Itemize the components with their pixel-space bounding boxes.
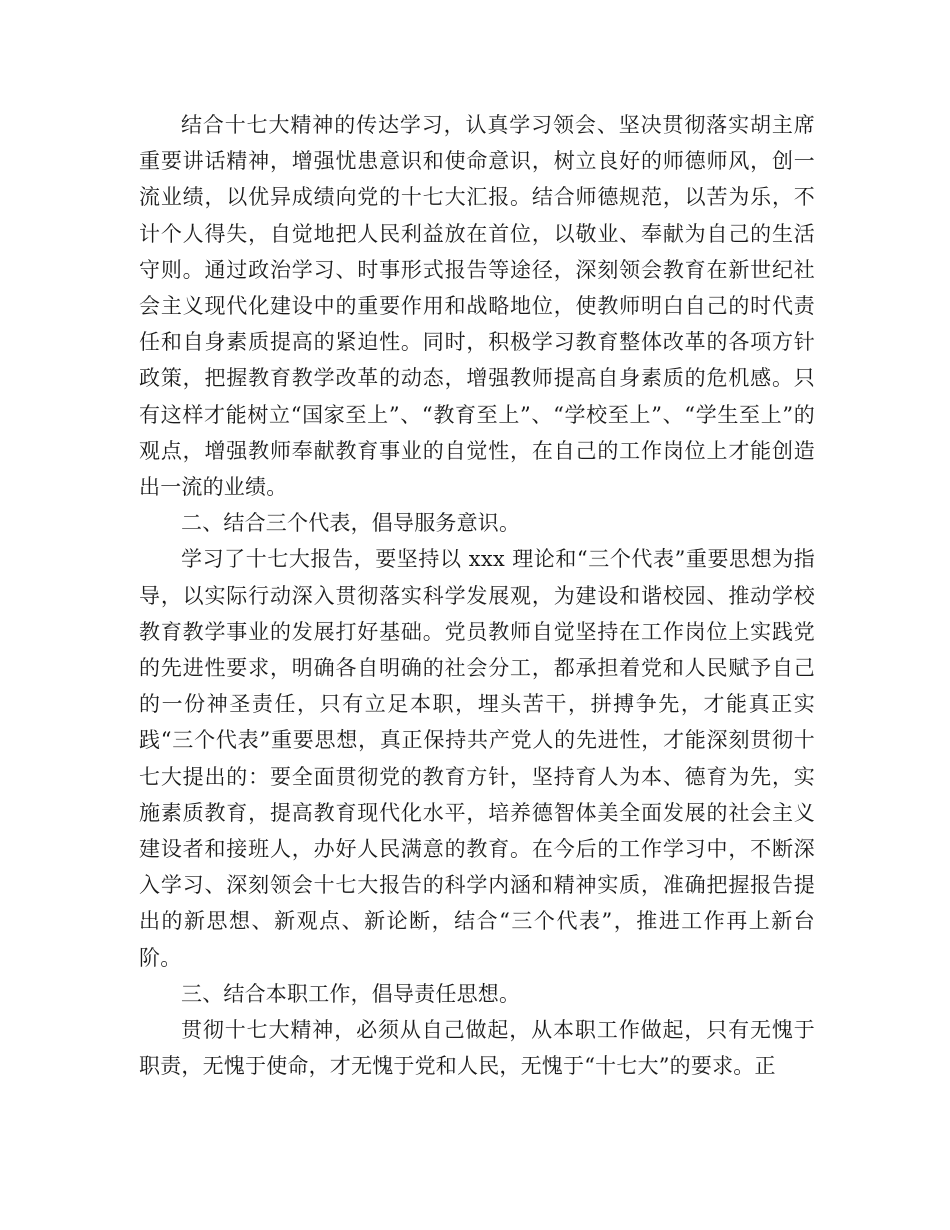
section-heading-two: 二、结合三个代表，倡导服务意识。	[181, 511, 521, 536]
section-heading-three: 三、结合本职工作，倡导责任思想。	[181, 981, 521, 1006]
document-body	[139, 107, 815, 1084]
paragraph-section-two: 学习了十七大报告，要坚持以 xxx 理论和“三个代表”重要思想为指导，以实际行动深入贯彻落实科学发展观，为建设和谐校园、推动学校教育教学事业的发展打好基础。党员教师自觉坚持在工作岗位上实践党的先进性要求，明确各自明确的社会分工，都承担着党和人民赋予自己的一份神圣责任，只有立足本职，埋头苦干，拼搏争先，才能真正实践“三个代表”重要思想，真正保持共产党人的先进性，才能深刻贯彻十七大提出的：要全面贯彻党的教育方针，坚持育人为本、德育为先，实施素质教育，提高教育现代化水平，培养德智体美全面发展的社会主义建设者和接班人，办好人民满意的教育。在今后的工作学习中，不断深入学习、深刻领会十七大报告的科学内涵和精神实质，准确把握报告提出的新思想、新观点、新论断，结合“三个代表”，推进工作再上新台阶。	[139, 547, 815, 970]
paragraph-intro: 结合十七大精神的传达学习，认真学习领会、坚决贯彻落实胡主席重要讲话精神，增强忧患意识和使命意识，树立良好的师德师风，创一流业绩，以优异成绩向党的十七大汇报。结合师德规范，以苦为乐，不计个人得失，自觉地把人民利益放在首位，以敬业、奉献为自己的生活守则。通过政治学习、时事形式报告等途径，深刻领会教育在新世纪社会主义现代化建设中的重要作用和战略地位，使教师明白自己的时代责任和自身素质提高的紧迫性。同时，积极学习教育整体改革的各项方针政策，把握教育教学改革的动态，增强教师提高自身素质的危机感。只有这样才能树立“国家至上”、“教育至上”、“学校至上”、“学生至上”的观点，增强教师奉献教育事业的自觉性，在自己的工作岗位上才能创造出一流的业绩。	[139, 113, 815, 500]
paragraph-section-three: 贯彻十七大精神，必须从自己做起，从本职工作做起，只有无愧于职责，无愧于使命，才无愧于党和人民，无愧于“十七大”的要求。正	[139, 1018, 815, 1079]
